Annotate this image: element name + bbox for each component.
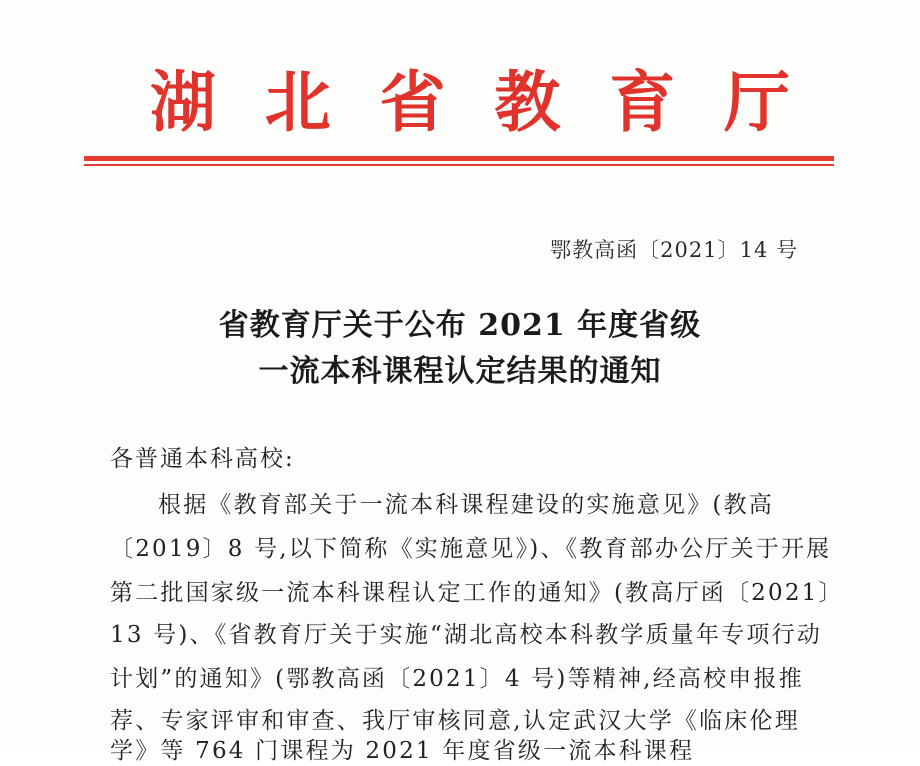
document-title-line-1: 省教育厅关于公布 2021 年度省级 bbox=[218, 308, 702, 343]
masthead-char: 厅 bbox=[723, 64, 790, 141]
document-number: 鄂教高函〔2021〕14 号 bbox=[550, 238, 798, 262]
body-line: 13 号)、《省教育厅关于实施“湖北高校本科教学质量年专项行动 bbox=[110, 622, 823, 648]
masthead-char: 教 bbox=[494, 64, 561, 141]
masthead-char: 湖 bbox=[150, 64, 216, 141]
salutation: 各普通本科高校: bbox=[110, 446, 295, 472]
document-title-line-2: 一流本科课程认定结果的通知 bbox=[258, 354, 662, 389]
body-line: 荐、专家评审和审查、我厅审核同意,认定武汉大学《临床伦理 bbox=[110, 708, 800, 734]
masthead-char: 育 bbox=[609, 64, 676, 141]
masthead-char: 北 bbox=[264, 64, 331, 141]
body-line: 〔2019〕8 号,以下简称《实施意见》)、《教育部办公厅关于开展 bbox=[110, 536, 832, 562]
body-line: 第二批国家级一流本科课程认定工作的通知》(教高厅函〔2021〕 bbox=[110, 580, 844, 606]
body-line-partial: 学》等 764 门课程为 2021 年度省级一流本科课程 bbox=[110, 738, 695, 764]
masthead-divider-thick bbox=[84, 156, 834, 161]
body-line: 计划”的通知》(鄂教高函〔2021〕4 号)等精神,经高校申报推 bbox=[110, 666, 804, 692]
masthead-divider-thin bbox=[84, 164, 834, 166]
masthead-char: 省 bbox=[379, 64, 446, 141]
masthead-title bbox=[150, 62, 790, 144]
body-line: 根据《教育部关于一流本科课程建设的实施意见》(教高 bbox=[158, 492, 774, 518]
